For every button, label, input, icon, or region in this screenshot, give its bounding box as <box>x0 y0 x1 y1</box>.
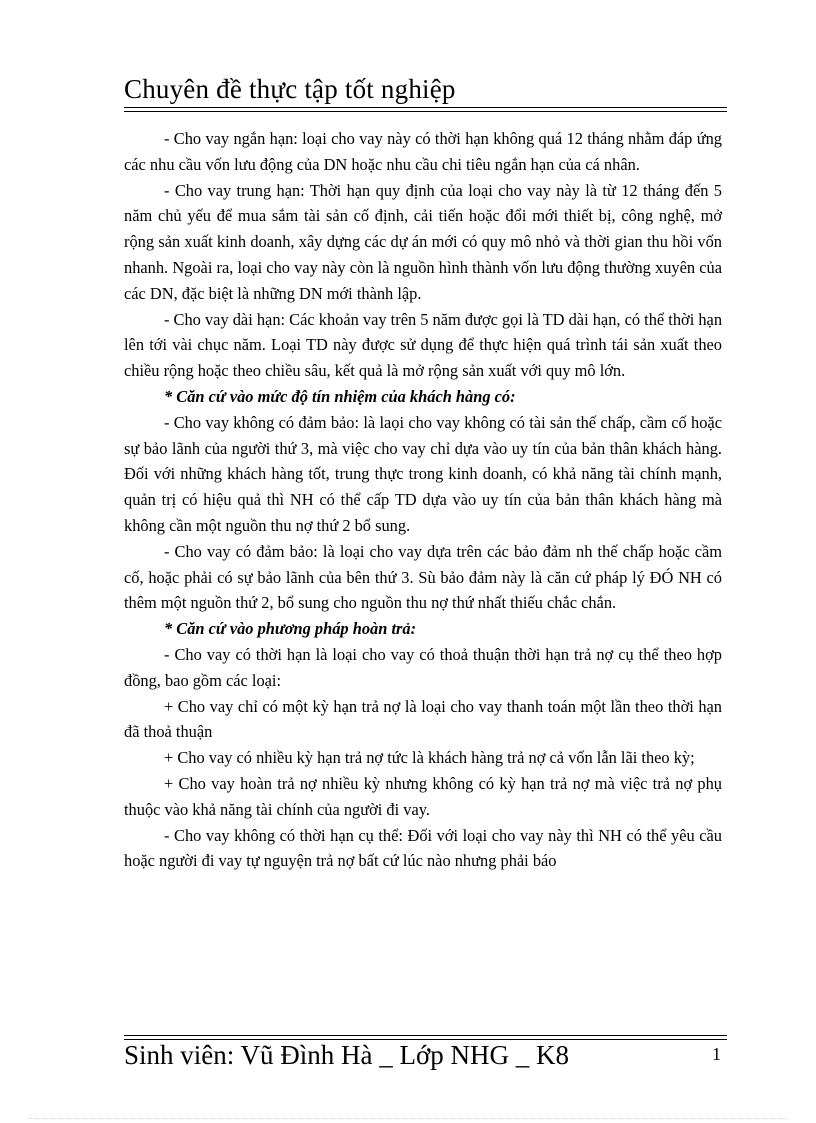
footer-rule-top <box>124 1035 727 1036</box>
paragraph-long-term-loan: - Cho vay dài hạn: Các khoản vay trên 5 năm được gọi là TD dài hạn, có thể thời hạn lên tới vài chục năm. Loại TD này được sử dụng để thực hiện quá trình tái sản xuất theo chiều rộng hoặc theo chiều sâu, kết quả là mở rộng sản xuất với quy mô lớn. <box>124 309 723 381</box>
paragraph-secured-loan: - Cho vay có đảm bảo: là loại cho vay dựa trên các bảo đảm nh thế chấp hoặc cầm cố, hoặc phải có sự bảo lãnh của bên thứ 3. Sù bảo đảm này là căn cứ pháp lý ĐÓ NH có thêm một nguồn thứ 2, bổ sung cho nguồn thu nợ thứ nhất thiếu chắc chắn. <box>124 541 722 613</box>
paragraph-no-fixed-term: - Cho vay không có thời hạn cụ thể: Đối với loại cho vay này thì NH có thể yêu cầu hoặc người đi vay tự nguyện trả nợ bất cứ lúc nào nhưng phải báo <box>124 825 722 871</box>
section-heading-trust-level: * Căn cứ vào mức độ tín nhiệm của khách hàng có: <box>164 386 516 406</box>
header-rule-top <box>124 107 727 108</box>
page-number: 1 <box>712 1044 721 1064</box>
section-heading-repayment-method: * Căn cứ vào phương pháp hoàn trả: <box>164 619 417 639</box>
paragraph-single-term: + Cho vay chỉ có một kỳ hạn trả nợ là loại cho vay thanh toán một lần theo thời hạn đã thoả thuận <box>124 696 722 742</box>
paragraph-short-term-loan: - Cho vay ngắn hạn: loại cho vay này có thời hạn không quá 12 tháng nhằm đáp ứng các nhu cầu vốn lưu động của DN hoặc nhu cầu chi tiêu ngắn hạn của cá nhân. <box>124 129 722 174</box>
paragraph-flexible-repayment: + Cho vay hoàn trả nợ nhiều kỳ nhưng không có kỳ hạn trả nợ mà việc trả nợ phụ thuộc vào khả năng tài chính của người đi vay. <box>124 773 722 819</box>
page-bottom-dotted-divider <box>28 1118 788 1119</box>
body-content <box>124 126 722 874</box>
paragraph-medium-term-loan: - Cho vay trung hạn: Thời hạn quy định của loại cho vay này là từ 12 tháng đến 5 năm chủ yếu để mua sắm tài sản cố định, cải tiến hoặc đổi mới thiết bị, công nghệ, mở rộng sản xuất kinh doanh, xây dựng các dự án mới có quy mô nhỏ và thời gian thu hồi vốn nhanh. Ngoài ra, loại cho vay này còn là nguồn hình thành vốn lưu động thường xuyên của các DN, đặc biệt là những DN mới thành lập. <box>124 180 722 303</box>
header-rule-bottom <box>124 111 727 112</box>
footer-student-info: Sinh viên: Vũ Đình Hà _ Lớp NHG _ K8 <box>124 1040 570 1070</box>
paragraph-multiple-terms: + Cho vay có nhiều kỳ hạn trả nợ tức là khách hàng trả nợ cả vốn lẫn lãi theo kỳ; <box>164 748 695 768</box>
paragraph-term-loan: - Cho vay có thời hạn là loại cho vay có thoả thuận thời hạn trả nợ cụ thể theo hợp đồng, bao gồm các loại: <box>124 644 722 690</box>
header-title: Chuyên đề thực tập tốt nghiệp <box>124 74 456 104</box>
paragraph-unsecured-loan: - Cho vay không có đảm bảo: là laọi cho vay không có tài sản thế chấp, cầm cố hoặc sự bảo lãnh của người thứ 3, mà việc cho vay chỉ dựa vào uy tín của bản thân khách hàng. Đối với những khách hàng tốt, trung thực trong kinh doanh, có khả năng tài chính mạnh, quản trị có hiệu quả thì NH có thể cấp TD dựa vào uy tín của bản thân khách hàng mà không cần một nguồn thu nợ thứ 2 bổ sung. <box>124 412 722 535</box>
